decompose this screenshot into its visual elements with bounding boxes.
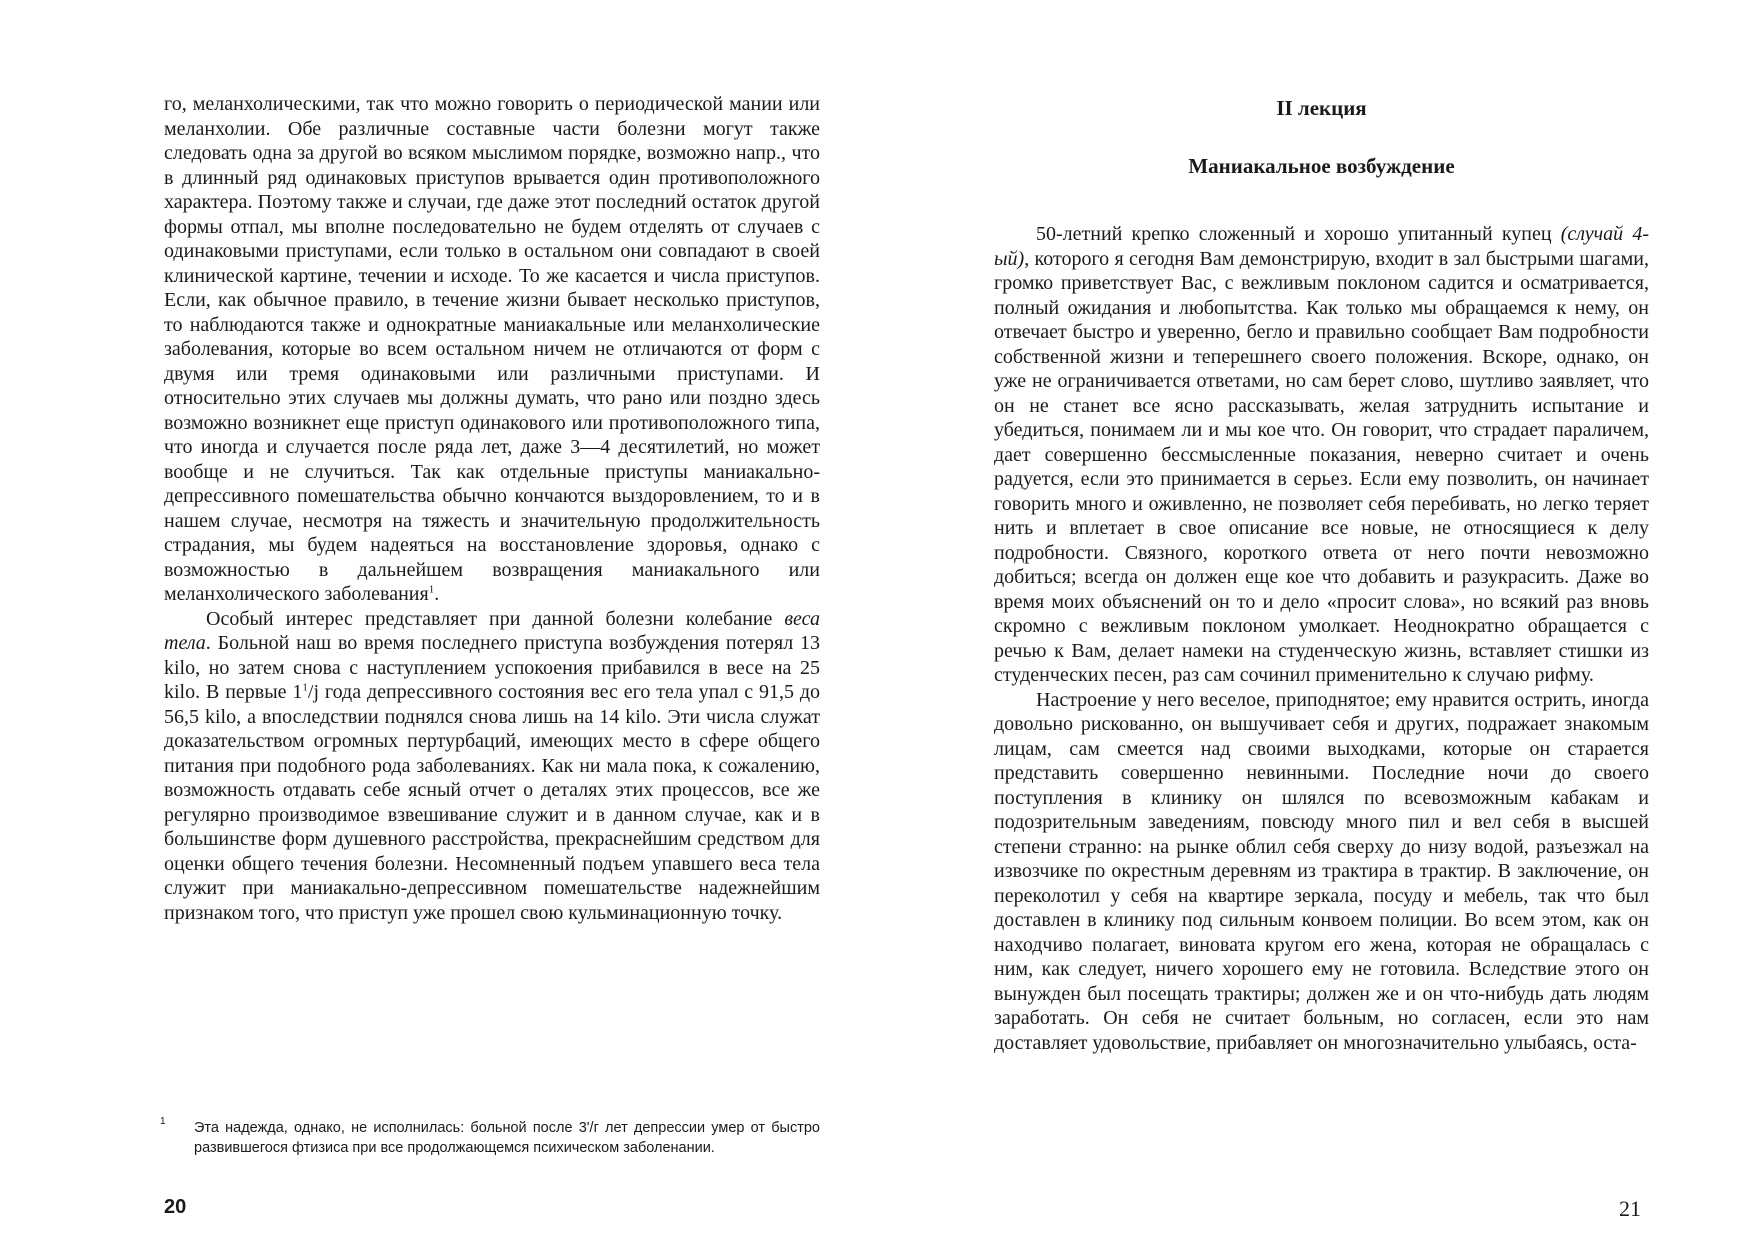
left-paragraph-1: го, меланхолическими, так что можно говорить о периодической мании или меланхолии. Обе различные составные части болезни могут также следовать одна за другой во всяком мыслимом порядке, возможно напр., что в длинный ряд одинаковых приступов врывается один противоположного характера. Поэтому также и случаи, где даже этот последний остаток другой формы отпал, мы вполне последовательно не будем отделять от случаев с одинаковыми приступами, если только в остальном они совпадают в своей клинической картине, течении и исходе. То же касается и числа приступов. Если, как обычное правило, в течение жизни бывает несколько приступов, то наблюдаются также и однократные маниакальные или меланхолические заболевания, которые во всем остальном ничем не отличаются от форм с двумя или тремя одинаковыми или различными приступами. И относительно этих случаев мы должны думать, что рано или поздно здесь возможно возникнет еще приступ одинакового или противоположного типа, что иногда и случается после ряда лет, даже 3—4 десятилетий, но может вообще и не случиться. Так как отдельные приступы маниакально-депрессивного помешательства обычно кончаются выздоровлением, то и в нашем случае, несмотря на тяжесть и значительную продолжительность страдания, мы будем надеяться на восстановление здоровья, однако с возможностью в дальнейшем возвращения маниакального или меланхолического заболевания$^1$. [164, 93, 820, 605]
right-body-text [994, 222, 1649, 1055]
footnote-text: Эта надежда, однако, не исполнилась: больной после 3'/г лет депрессии умер от быстро развившегося фтизиса при все продолжающемся психическом заболенании. [194, 1120, 820, 1156]
left-paragraph-2 [164, 607, 820, 926]
left-paragraph-2-text-c: /j года депрессивного состояния вес его тела упал с 91,5 до 56,5 kilo, а впоследствии поднялся снова лишь на 14 kilo. Эти числа служат доказательством огромных пертурбаций, имеющих место в сфере общего питания при подобного рода заболеваниях. Как ни мала пока, к сожалению, возможность отдавать себе ясный отчет о деталях этих процессов, все же регулярно производимое взвешивание служит и в данном случае, как и в большинстве форм душевного расстройства, прекраснейшим средством для оценки общего течения болезни. Несомненный подъем упавшего веса тела служит при маниакально-депрессивном помешательстве надежнейшим признаком того, что приступ уже прошел свою кульминационную точку. [164, 681, 820, 924]
right-paragraph-1-text-b: которого я сегодня Вам демонстрирую, входит в зал быстрыми шагами, громко приветствует Вас, с вежливым поклоном садится и осматривается, полный ожидания и любопытства. Как только мы обращаемся к нему, он отвечает быстро и уверенно, бегло и правильно сообщает Вам подробности собственной жизни и теперешнего своего положения. Вскоре, однако, он уже не ограничивается ответами, но сам берет слово, шутливо заявляет, что он не станет все ясно рассказывать, желая затруднить испытание и убедиться, понимаем ли и мы кое что. Он говорит, что страдает параличем, дает совершенно бессмысленные показания, неверно считает и очень радуется, если это принимается в серьез. Если ему позволить, он начинает говорить много и оживленно, не позволяет себя перебивать, но легко теряет нить и вплетает в свое описание все новые, не относящиеся к делу подробности. Связного, короткого ответа от него почти невозможно добиться; всегда он должен еще кое что добавить и разукрасить. Даже во время моих объяснений он то и дело «просит слова», но всякий раз вновь скромно с вежливым поклоном умолкает. Неоднократно обращается с речью к Вам, делает намеки на студенческую жизнь, вставляет стишки из студенческих песен, раз сам сочинил применительно к случаю рифму. [994, 247, 1649, 686]
page-number-left: 20 [164, 1196, 187, 1218]
right-paragraph-2: Настроение у него веселое, приподнятое; ему нравится острить, иногда довольно рискованно, он вышучивает себя и других, подражает знакомым лицам, сам смеется над своими выходками, которые он старается представить совершенно невинными. Последние ночи до своего поступления в клинику он шлялся по всевозможным кабакам и подозрительным заведениям, повсюду много пил и вел себя в высшей степени странно: на рынке облил себя сверху до низу водой, разъезжал на извозчике по окрестным деревням из трактира в трактир. В заключение, он переколотил у себя на квартире зеркала, посуду и мебель, так что был доставлен в клинику под сильным конвоем полиции. Во всем этом, как он находчиво полагает, виновата кругом его жена, которая не обращалась с ним, как следует, ничего хорошего ему не готовила. Вследствие этого он вынужден был посещать трактиры; должен же и он что-нибудь дать людям заработать. Он себя не считает больным, но согласен, если это нам доставляет удовольствие, прибавляет он многозначительно улыбаясь, оста- [994, 688, 1649, 1054]
lecture-title: II лекция [1276, 96, 1367, 120]
footnote [160, 1116, 820, 1158]
left-paragraph-1-text: го, меланхолическими, так что можно говорить о периодической мании или меланхолии. Обе различные составные части болезни могут также следовать одна за другой во всяком мыслимом порядке, возможно напр., что в длинный ряд одинаковых приступов врывается один противоположного характера. Поэтому также и случаи, где даже этот последний остаток другой формы отпал, мы вполне последовательно не будем отделять от случаев с одинаковыми приступами, если только в остальном они совпадают в своей клинической картине, течении и исходе. То же касается и числа приступов. Если, как обычное правило, в течение жизни бывает несколько приступов, то наблюдаются также и однократные маниакальные или меланхолические заболевания, которые во всем остальном ничем не отличаются от форм с двумя или тремя одинаковыми или различными приступами. И относительно этих случаев мы должны думать, что рано или поздно здесь возможно возникнет еще приступ одинакового или противоположного типа, что иногда и случается после ряда лет, даже 3—4 десятилетий, но может вообще и не случиться. Так как отдельные приступы маниакально-депрессивного помешательства обычно кончаются выздоровлением, то и в нашем случае, несмотря на тяжесть и значительную продолжительность страдания, мы будем надеяться на восстановление здоровья, однако с возможностью в дальнейшем возвращения маниакального или меланхолического заболевания [164, 93, 820, 605]
footnote-marker: 1 [160, 1116, 166, 1127]
footnote-reference: 1 [428, 583, 435, 596]
left-paragraph-2-text-a: Особый интерес представляет при данной болезни колебание [206, 607, 785, 630]
left-paragraph-2-text-b: . Больной наш во время последнего приступа возбуждения потерял 13 kilo, но затем снова с наступлением успокоения прибавился в весе на 25 kilo. В первые 1 [164, 632, 820, 703]
right-paragraph-1-emphasis: (случай 4-ый), [994, 223, 1650, 270]
left-body-text [164, 92, 820, 925]
page-number-right: 21 [1619, 1196, 1641, 1221]
lecture-subtitle: Маниакальное возбуждение [1188, 154, 1455, 178]
right-paragraph-1-text-a: 50-летний крепко сложенный и хорошо упитанный купец [1036, 223, 1561, 245]
left-paragraph-2-emphasis: веса тела [164, 607, 820, 654]
right-paragraph-1 [994, 222, 1649, 688]
fraction-superscript: 1 [302, 681, 308, 694]
right-page [879, 0, 1758, 1248]
